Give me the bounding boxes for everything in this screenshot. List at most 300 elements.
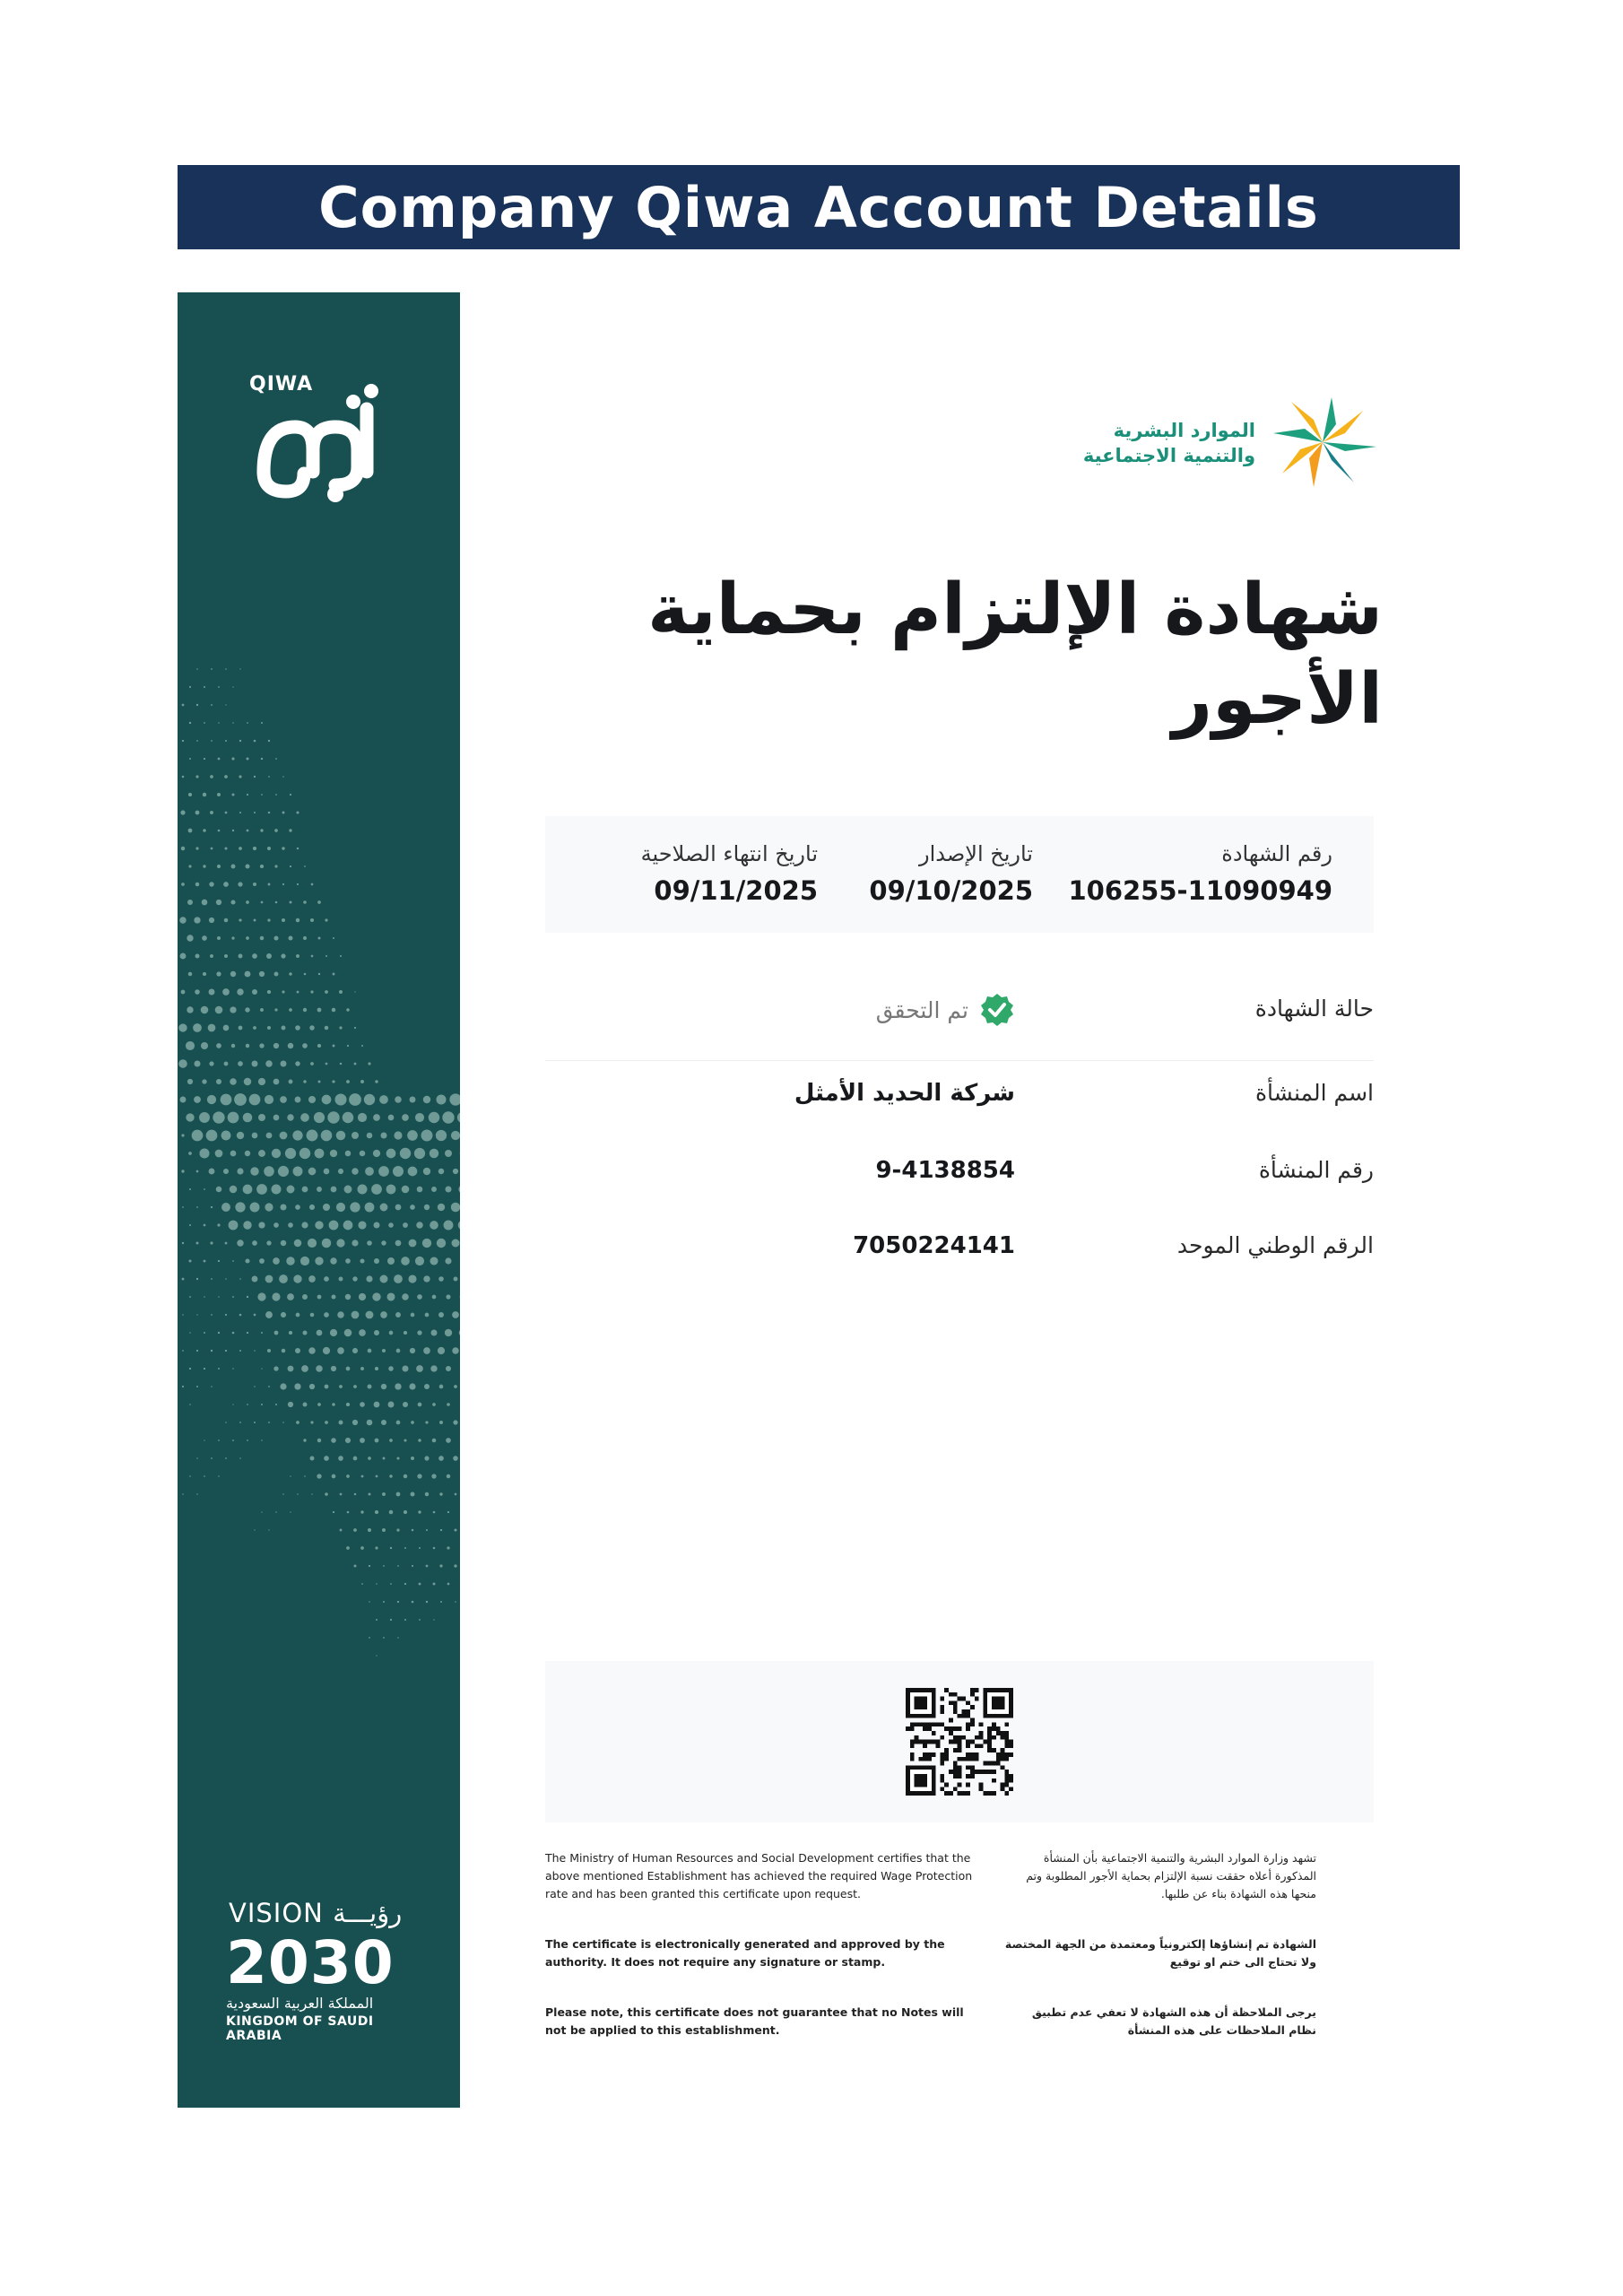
decorative-dot <box>376 1583 378 1585</box>
decorative-dot <box>442 1111 454 1123</box>
decorative-dot <box>260 1008 264 1012</box>
decorative-dot <box>289 972 291 975</box>
decorative-dot <box>408 1274 416 1283</box>
qr-module <box>940 1774 944 1779</box>
decorative-dot <box>458 1185 460 1193</box>
decorative-dot <box>446 1294 450 1299</box>
qr-module <box>1001 1735 1005 1740</box>
decorative-dot <box>451 1203 460 1212</box>
decorative-dot <box>189 1475 191 1477</box>
qr-module <box>975 1697 979 1701</box>
decorative-dot <box>289 1008 292 1012</box>
decorative-dot <box>346 1008 350 1012</box>
decorative-dot <box>230 971 236 977</box>
qr-module <box>992 1761 996 1766</box>
decorative-dot <box>282 918 285 922</box>
decorative-dot <box>292 1130 302 1140</box>
decorative-dot <box>246 900 249 904</box>
qr-module <box>1009 1744 1013 1748</box>
decorative-dot <box>252 953 257 959</box>
decorative-dot <box>224 1062 229 1066</box>
decorative-dot <box>374 1258 379 1264</box>
decorative-dot <box>374 1402 380 1408</box>
decorative-dot <box>252 1276 258 1283</box>
decorative-dot <box>307 1130 318 1142</box>
qr-module <box>966 1791 970 1796</box>
qr-module <box>987 1740 992 1744</box>
decorative-dot <box>380 1275 388 1283</box>
qr-module <box>1004 1744 1009 1748</box>
decorative-dot <box>224 847 227 849</box>
decorative-dot <box>449 1093 460 1105</box>
decorative-dot <box>282 1026 286 1031</box>
decorative-dot <box>303 1439 306 1441</box>
decorative-dot <box>245 1151 250 1156</box>
decorative-dot <box>295 1348 300 1353</box>
decorative-dot <box>438 1347 445 1354</box>
decorative-dot <box>295 1025 300 1031</box>
decorative-dot <box>210 811 213 814</box>
decorative-dot <box>375 1439 379 1443</box>
decorative-dot <box>454 1385 457 1388</box>
decorative-dot <box>404 1619 406 1621</box>
decorative-dot <box>410 1348 415 1353</box>
decorative-dot <box>203 793 206 796</box>
decorative-dot <box>424 1456 429 1460</box>
decorative-dot <box>431 1187 437 1192</box>
qr-module <box>936 1722 941 1726</box>
decorative-dot <box>252 1240 257 1246</box>
qr-module <box>1001 1783 1005 1787</box>
decorative-dot <box>430 1257 438 1265</box>
decorative-dot <box>282 1493 283 1494</box>
qr-module <box>996 1726 1001 1731</box>
qr-module <box>966 1700 970 1705</box>
decorative-dot <box>215 1150 223 1158</box>
decorative-dot <box>407 1130 418 1141</box>
qr-module <box>987 1744 992 1748</box>
decorative-dot <box>309 1025 315 1031</box>
decorative-dot <box>397 1601 399 1603</box>
qr-module <box>970 1757 975 1761</box>
qr-module <box>949 1726 953 1731</box>
decorative-dot <box>218 722 219 723</box>
decorative-dot <box>445 1257 451 1264</box>
decorative-dot <box>187 935 193 941</box>
decorative-dot <box>308 1275 316 1283</box>
decorative-dot <box>254 812 256 813</box>
decorative-dot <box>300 1113 309 1122</box>
decorative-dot <box>206 1130 218 1142</box>
decorative-dot <box>353 1528 357 1532</box>
decorative-dot <box>337 1347 344 1354</box>
decorative-dot <box>194 1096 201 1103</box>
decorative-dot <box>394 1274 403 1283</box>
decorative-dot <box>404 1583 406 1585</box>
qr-module <box>1009 1787 1013 1791</box>
decorative-dot <box>304 865 306 867</box>
decorative-dot <box>411 1421 414 1424</box>
decorative-dot <box>309 1205 315 1210</box>
vision-2030-logo <box>213 1898 429 2043</box>
qr-module <box>953 1692 958 1697</box>
decorative-dot <box>317 1403 321 1406</box>
decorative-dot <box>344 1186 352 1194</box>
qr-module <box>1009 1774 1013 1779</box>
decorative-dot <box>374 1330 379 1335</box>
decorative-dot <box>365 1203 375 1213</box>
qr-module <box>987 1735 992 1740</box>
decorative-dot <box>381 1420 386 1425</box>
decorative-dot <box>203 829 206 832</box>
decorative-dot <box>265 1311 273 1318</box>
decorative-dot <box>259 971 265 977</box>
qr-module <box>923 1740 927 1744</box>
qr-module <box>953 1705 958 1709</box>
decorative-dot <box>416 1222 423 1229</box>
decorative-dot <box>418 1403 422 1407</box>
qr-module <box>987 1761 992 1766</box>
decorative-dot <box>289 936 293 941</box>
decorative-dot <box>196 704 198 706</box>
decorative-dot <box>196 1386 198 1387</box>
decorative-dot <box>325 955 327 957</box>
decorative-dot <box>332 1295 336 1300</box>
decorative-dot <box>308 1347 316 1354</box>
decorative-dot <box>208 1024 216 1032</box>
decorative-dot <box>239 847 242 850</box>
decorative-dot <box>303 936 307 940</box>
decorative-dot <box>371 1184 382 1195</box>
decorative-dot <box>260 865 264 868</box>
decorative-dot <box>280 1132 288 1140</box>
decorative-dot <box>195 989 200 995</box>
decorative-dot <box>182 1314 183 1315</box>
decorative-dot <box>412 1565 413 1567</box>
decorative-dot <box>181 1134 184 1136</box>
qr-module <box>966 1709 970 1714</box>
decorative-dot <box>243 1113 253 1123</box>
decorative-dot <box>383 1565 385 1567</box>
qr-module <box>992 1735 996 1740</box>
decorative-dot <box>182 1278 185 1281</box>
decorative-dot <box>196 668 197 669</box>
decorative-dot <box>268 1422 270 1423</box>
decorative-dot <box>189 1368 191 1370</box>
decorative-dot <box>189 1404 191 1405</box>
qr-module <box>958 1744 962 1748</box>
decorative-dot <box>221 1203 230 1212</box>
decorative-dot <box>281 1312 286 1318</box>
decorative-dot <box>280 1204 286 1210</box>
decorative-dot <box>195 811 200 815</box>
decorative-dot <box>452 1239 460 1248</box>
decorative-dot <box>346 1080 350 1083</box>
qiwa-logo <box>246 373 398 508</box>
qr-module <box>996 1731 1001 1735</box>
decorative-dot <box>325 1492 328 1496</box>
decorative-dot <box>274 972 279 977</box>
qr-module <box>927 1726 932 1731</box>
qr-module <box>915 1697 927 1709</box>
decorative-dot <box>196 1350 198 1352</box>
decorative-dot <box>419 1583 421 1586</box>
decorative-dot <box>358 1113 367 1122</box>
decorative-dot <box>239 1422 241 1423</box>
decorative-dot <box>417 1187 423 1193</box>
decorative-dot <box>353 1457 358 1461</box>
decorative-dot <box>273 1043 279 1048</box>
decorative-dot <box>333 1045 335 1048</box>
qr-module <box>953 1765 958 1770</box>
qr-module <box>958 1740 962 1744</box>
qr-module <box>936 1744 941 1748</box>
decorative-dot <box>332 1008 335 1012</box>
decorative-dot <box>339 1277 343 1282</box>
decorative-dot <box>425 1313 430 1318</box>
decorative-dot <box>417 1330 421 1335</box>
decorative-dot <box>231 793 234 796</box>
decorative-dot <box>424 1384 430 1389</box>
decorative-dot <box>254 1386 255 1387</box>
certificate-number: رقم الشهادة 106255-11090949 <box>1068 841 1332 906</box>
decorative-dot <box>182 1350 184 1352</box>
decorative-dot <box>221 1131 231 1141</box>
decorative-dot <box>396 1457 399 1459</box>
decorative-dot <box>297 1493 299 1495</box>
qr-module <box>992 1770 996 1774</box>
decorative-dot <box>204 722 205 724</box>
vision-year: 2030 <box>226 1928 395 1997</box>
decorative-dot <box>288 1043 294 1049</box>
decorative-dot <box>232 1368 233 1369</box>
qr-module <box>958 1748 962 1752</box>
certificate-title: شهادة الإلتزام بحماية الأجور <box>647 570 1383 740</box>
decorative-dot <box>274 1331 279 1335</box>
qr-module <box>953 1748 958 1752</box>
decorative-dot <box>354 1493 357 1496</box>
decorative-dot <box>246 865 250 869</box>
qr-module <box>944 1748 949 1752</box>
decorative-dot <box>247 1332 248 1334</box>
decorative-dot <box>404 1439 406 1441</box>
decorative-dot <box>253 883 256 886</box>
decorative-dot <box>187 1079 193 1084</box>
decorative-dot <box>209 882 213 886</box>
page-banner <box>178 165 1460 249</box>
qr-code[interactable] <box>906 1688 1013 1796</box>
decorative-dot <box>179 917 186 923</box>
decorative-dot <box>196 740 198 742</box>
decorative-dot <box>397 1637 399 1639</box>
qr-module <box>970 1752 975 1757</box>
qr-module <box>940 1752 944 1757</box>
qr-module <box>940 1779 944 1783</box>
qr-module <box>949 1692 953 1697</box>
decorative-dot <box>386 1185 396 1195</box>
decorative-dot <box>273 1079 280 1085</box>
qr-module <box>970 1705 975 1709</box>
decorative-dot <box>286 1257 295 1265</box>
decorative-dot <box>268 812 271 814</box>
decorative-dot <box>414 1148 425 1159</box>
qr-module <box>961 1735 966 1740</box>
decorative-dot <box>325 1026 329 1031</box>
decorative-dot <box>340 955 342 957</box>
decorative-dot <box>311 955 314 958</box>
decorative-dot <box>243 1185 253 1195</box>
decorative-dot <box>360 1258 364 1263</box>
qr-module <box>983 1740 987 1744</box>
decorative-dot <box>260 829 263 831</box>
decorative-dot <box>396 1421 401 1425</box>
qr-module <box>923 1752 927 1757</box>
decorative-dot <box>289 829 291 831</box>
decorative-dot-pattern <box>178 588 460 1844</box>
decorative-dot <box>275 758 277 760</box>
decorative-dot <box>360 1367 364 1370</box>
qr-module <box>940 1787 944 1791</box>
decorative-dot <box>430 1221 438 1230</box>
decorative-dot <box>419 1619 421 1621</box>
decorative-dot <box>390 1547 392 1549</box>
decorative-dot <box>282 1349 286 1353</box>
decorative-dot <box>446 1366 451 1371</box>
decorative-dot <box>194 917 200 923</box>
decorative-dot <box>256 1184 267 1195</box>
decorative-dot <box>303 1403 308 1407</box>
decorative-dot <box>231 865 236 869</box>
decorative-dot <box>230 1078 237 1085</box>
decorative-dot <box>454 1528 456 1531</box>
decorative-dot <box>375 1546 378 1549</box>
decorative-dot <box>182 1206 184 1208</box>
qr-module <box>1001 1731 1005 1735</box>
decorative-dot <box>455 1493 457 1496</box>
decorative-dot <box>437 1239 446 1248</box>
decorative-dot <box>290 794 291 796</box>
decorative-dot <box>267 990 271 994</box>
decorative-dot <box>181 883 185 886</box>
qr-module <box>953 1700 958 1705</box>
qr-module <box>932 1752 936 1757</box>
qr-module <box>992 1726 996 1731</box>
decorative-dot <box>395 1312 401 1318</box>
qr-module <box>970 1765 975 1770</box>
decorative-dot <box>393 1166 404 1177</box>
decorative-dot <box>218 1475 219 1476</box>
qr-module <box>966 1722 970 1726</box>
qr-module <box>970 1740 975 1744</box>
qr-module <box>906 1726 910 1731</box>
qr-module <box>958 1770 962 1774</box>
decorative-dot <box>254 1314 256 1317</box>
decorative-dot <box>317 1474 321 1478</box>
decorative-dot <box>360 1546 364 1550</box>
decorative-dot <box>388 1402 395 1408</box>
decorative-dot <box>218 830 221 832</box>
decorative-dot <box>229 1221 239 1231</box>
decorative-dot <box>322 1095 332 1105</box>
decorative-dot <box>426 1601 428 1603</box>
qr-module <box>940 1697 944 1701</box>
decorative-dot <box>261 1404 263 1405</box>
decorative-dot <box>336 1131 346 1141</box>
decorative-dot <box>339 1385 343 1388</box>
decorative-dot <box>388 1115 395 1121</box>
qr-module <box>1004 1735 1009 1740</box>
issue-date: تاريخ الإصدار 09/10/2025 <box>869 841 1033 906</box>
decorative-dot <box>396 1528 399 1531</box>
decorative-dot <box>352 1168 358 1174</box>
decorative-dot <box>412 1601 414 1604</box>
qr-module <box>979 1731 984 1735</box>
decorative-dot <box>337 1311 343 1318</box>
decorative-dot <box>386 1292 395 1300</box>
decorative-dot <box>209 989 215 996</box>
decorative-dot <box>402 1186 410 1194</box>
qr-module <box>987 1791 992 1796</box>
decorative-dot <box>275 901 278 904</box>
decorative-dot <box>338 1456 343 1461</box>
decorative-dot <box>261 1439 263 1441</box>
decorative-dot <box>231 936 234 939</box>
decorative-dot <box>345 1258 351 1264</box>
decorative-dot <box>192 1130 204 1142</box>
decorative-dot <box>321 1130 333 1142</box>
decorative-dot <box>182 704 185 707</box>
decorative-dot <box>423 1275 430 1282</box>
decorative-dot <box>211 1457 213 1459</box>
decorative-dot <box>431 1474 436 1478</box>
decorative-dot <box>297 883 299 885</box>
decorative-dot <box>223 1025 230 1031</box>
decorative-dot <box>261 758 263 760</box>
qr-module <box>958 1765 962 1770</box>
decorative-dot <box>331 1438 336 1443</box>
qr-module <box>940 1709 944 1714</box>
decorative-dot <box>196 1493 197 1494</box>
decorative-dot <box>195 883 200 887</box>
decorative-dot <box>401 1257 410 1265</box>
decorative-dot <box>376 1619 378 1621</box>
decorative-dot <box>204 1188 205 1190</box>
decorative-dot <box>182 1386 184 1387</box>
decorative-dot <box>438 1312 444 1318</box>
qr-module <box>966 1774 970 1779</box>
decorative-dot <box>225 1457 227 1459</box>
decorative-dot <box>380 1311 387 1318</box>
decorative-dot <box>225 812 228 814</box>
decorative-dot <box>232 1296 234 1298</box>
decorative-dot <box>421 1130 433 1142</box>
decorative-dot <box>451 1131 460 1140</box>
decorative-dot <box>297 848 299 850</box>
qr-module <box>1009 1740 1013 1744</box>
qr-module <box>953 1735 958 1740</box>
qr-module <box>987 1726 992 1731</box>
decorative-dot <box>267 847 271 850</box>
decorative-dot <box>325 1385 329 1389</box>
decorative-dot <box>387 1257 395 1265</box>
decorative-dot <box>204 1475 205 1477</box>
decorative-dot <box>239 1314 242 1317</box>
qr-module <box>1004 1770 1009 1774</box>
decorative-dot <box>325 1421 328 1424</box>
decorative-dot <box>332 1474 336 1479</box>
qr-module <box>953 1761 958 1766</box>
qr-module <box>949 1731 953 1735</box>
